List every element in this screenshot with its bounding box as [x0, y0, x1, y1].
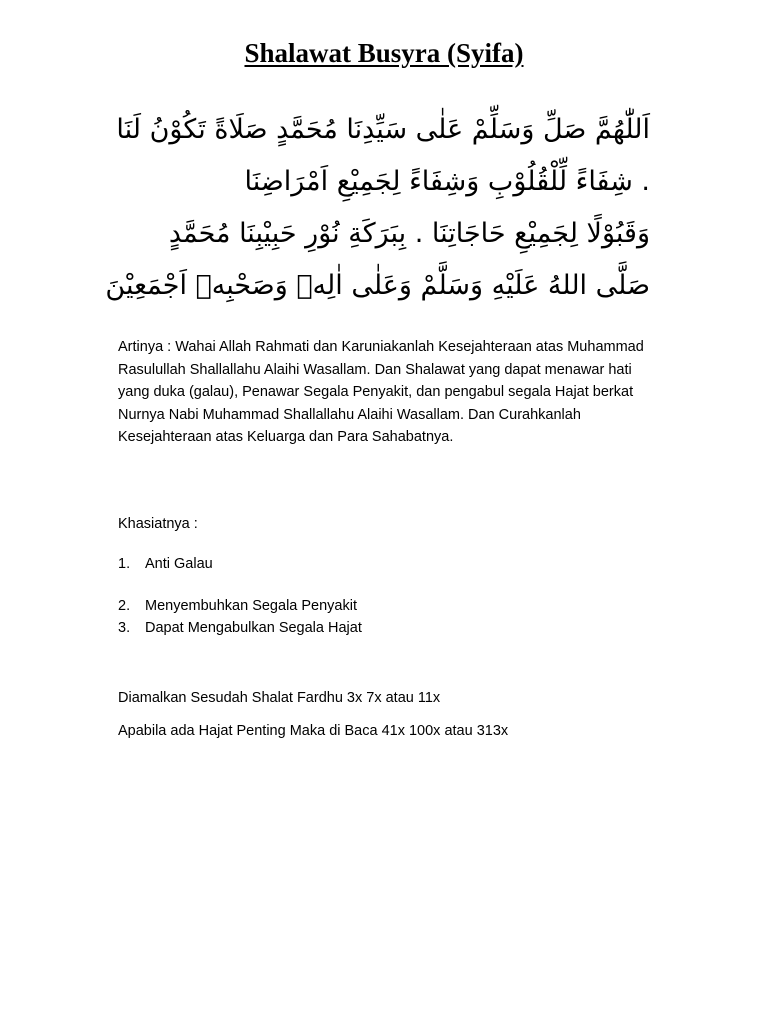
list-number: 1. [118, 556, 131, 572]
arabic-line: صَلَّى اللهُ عَلَيْهِ وَسَلَّمْ وَعَلٰى اٰلِهٖ وَصَحْبِهٖ اَجْمَعِيْنَ [105, 270, 650, 301]
list-number: 2. [118, 598, 131, 614]
amalan-instruction: Apabila ada Hajat Penting Maka di Baca 41x 100x atau 313x [118, 723, 509, 739]
list-item-text: Menyembuhkan Segala Penyakit [145, 598, 357, 614]
arabic-line: وَقَبُوْلًا لِجَمِيْعِ حَاجَاتِنَا . بِبَرَكَةِ نُوْرِ حَبِيْبِنَا مُحَمَّدٍ [168, 218, 650, 249]
list-item [118, 595, 658, 617]
list-item [118, 617, 658, 639]
arabic-text-block [105, 104, 650, 312]
arabic-line: . شِفَاءً لِّلْقُلُوْبِ وَشِفَاءً لِجَمِيْعِ اَمْرَاضِنَا [244, 166, 650, 197]
translation-paragraph: Artinya : Wahai Allah Rahmati dan Karuniakanlah Kesejahteraan atas Muhammad Rasulullah Shallallahu Alaihi Wasallam. Dan Shalawat yang dapat menawar hati yang duka (galau), Penawar Segala Penyakit, dan pengabul segala Hajat berkat Nurnya Nabi Muhammad Shallallahu Alaihi Wasallam. Dan Curahkanlah Kesejahteraan atas Keluarga dan Para Sahabatnya. [118, 339, 644, 445]
page-title: Shalawat Busyra (Syifa) [244, 38, 524, 68]
list-item-text: Anti Galau [145, 556, 213, 572]
khasiat-list [118, 595, 658, 639]
amalan-instruction: Diamalkan Sesudah Shalat Fardhu 3x 7x atau 11x [118, 690, 441, 706]
list-item [118, 553, 658, 575]
khasiat-heading: Khasiatnya : [118, 516, 198, 532]
list-item-text: Dapat Mengabulkan Segala Hajat [145, 620, 362, 636]
list-number: 3. [118, 620, 131, 636]
khasiat-list [118, 553, 658, 575]
arabic-line: اَللّٰهُمَّ صَلِّ وَسَلِّمْ عَلٰى سَيِّدِنَا مُحَمَّدٍ صَلَاةً تَكُوْنُ لَنَا [116, 114, 650, 145]
